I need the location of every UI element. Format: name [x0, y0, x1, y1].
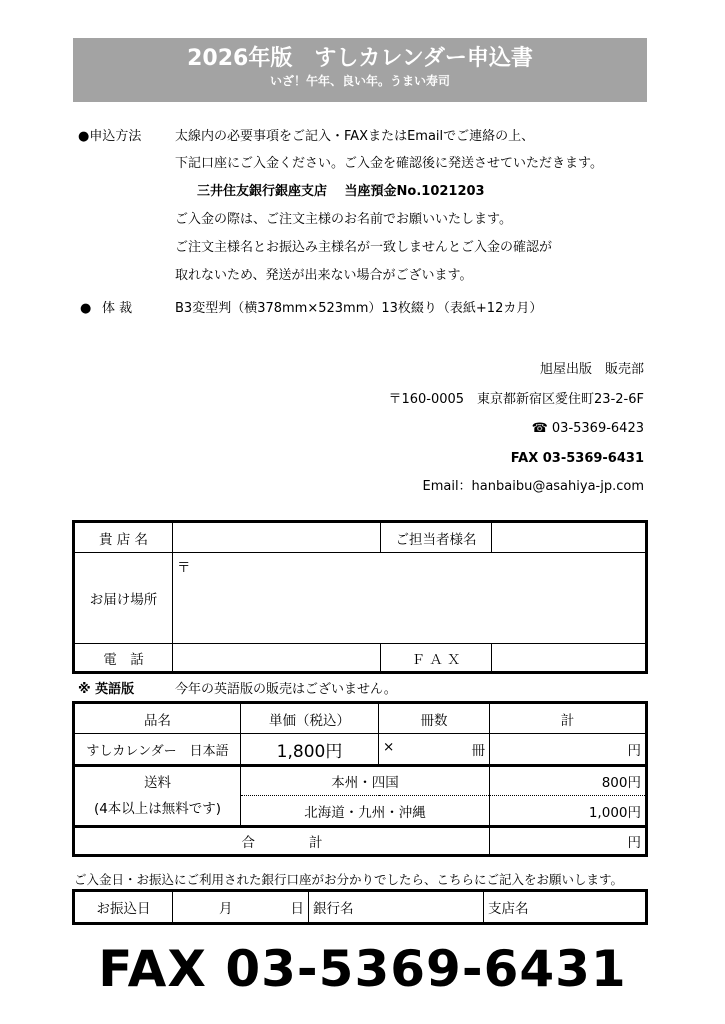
- publisher-email: Email：hanbaibu@asahiya-jp.com: [422, 479, 644, 494]
- header-price: 単価（税込）: [241, 703, 379, 734]
- bank-label: 銀行名: [313, 901, 354, 917]
- fax-field[interactable]: [492, 644, 647, 673]
- qty-prefix: ×: [383, 739, 395, 755]
- publisher-tel: [532, 421, 644, 437]
- english-note-text: 今年の英語版の販売はございません。: [175, 682, 397, 697]
- header-item: 品名: [74, 703, 241, 734]
- payment-table: [72, 889, 648, 925]
- header-qty: 冊数: [379, 703, 490, 734]
- publisher-tel-number: 03-5369-6423: [551, 421, 644, 436]
- page-title: 2026年版 すしカレンダー申込書: [187, 46, 533, 71]
- application-label: ●申込方法: [78, 129, 142, 144]
- customer-form: [72, 520, 648, 674]
- shipping-fee-1: 800円: [490, 766, 647, 796]
- bank-field[interactable]: [309, 891, 484, 924]
- delivery-field[interactable]: [173, 553, 647, 644]
- shipping-label: 送料: [144, 775, 171, 791]
- format-text: B3変型判（横378mm×523mm）13枚綴り（表紙+12カ月）: [175, 301, 543, 316]
- branch-field[interactable]: [484, 891, 647, 924]
- publisher-fax: FAX 03-5369-6431: [510, 451, 644, 466]
- contact-label: ご担当者様名: [381, 522, 492, 553]
- sum-label: 合 計: [74, 827, 490, 856]
- shop-name-label: 貴 店 名: [74, 522, 173, 553]
- phone-field[interactable]: [173, 644, 381, 673]
- qty-unit: 冊: [471, 743, 485, 759]
- day-label: 日: [290, 901, 304, 917]
- payment-note: ご入金日・お振込にご利用された銀行口座がお分かりでしたら、こちらにご記入をお願いします。: [74, 872, 624, 887]
- order-table: [72, 701, 648, 857]
- english-note-mark: ※ 英語版: [78, 682, 135, 697]
- format-label: 体 裁: [102, 301, 133, 316]
- big-fax-number: FAX 03-5369-6431: [98, 940, 627, 998]
- application-line-6: 取れないため、発送が出来ない場合がございます。: [175, 268, 473, 283]
- transfer-date-field[interactable]: [173, 891, 309, 924]
- item-price: 1,800円: [241, 734, 379, 766]
- bank-account: 三井住友銀行銀座支店 当座預金No.1021203: [197, 184, 485, 199]
- shipping-fee-2: 1,000円: [490, 796, 647, 827]
- item-total-field[interactable]: 円: [490, 734, 647, 766]
- qty-field[interactable]: [379, 734, 490, 766]
- title-banner: [73, 38, 647, 102]
- application-line-1: 太線内の必要事項をご記入・FAXまたはEmailでご連絡の上、: [175, 129, 535, 144]
- header-total: 計: [490, 703, 647, 734]
- shipping-label-cell: [74, 766, 241, 827]
- delivery-label: お届け場所: [74, 553, 173, 644]
- postal-mark: 〒: [177, 560, 191, 576]
- fax-label: Ｆ Ａ Ｘ: [381, 644, 492, 673]
- page-subtitle: いざ！午年、良い年。うまい寿司: [269, 74, 450, 88]
- publisher-address: 〒160-0005 東京都新宿区愛住町23-2-6F: [388, 392, 644, 407]
- shipping-region-1: 本州・四国: [241, 766, 490, 796]
- application-line-4: ご入金の際は、ご注文主様のお名前でお願いいたします。: [175, 212, 512, 227]
- application-line-5: ご注文主様名とお振込み主様名が一致しませんとご入金の確認が: [175, 240, 553, 255]
- shop-name-field[interactable]: [173, 522, 381, 553]
- contact-field[interactable]: [492, 522, 647, 553]
- phone-label: 電 話: [74, 644, 173, 673]
- shipping-note: (4本以上は無料です): [93, 801, 222, 817]
- month-label: 月: [219, 901, 233, 917]
- transfer-date-label: お振込日: [74, 891, 173, 924]
- publisher-name: 旭屋出版 販売部: [539, 362, 644, 377]
- telephone-icon: ☎: [531, 421, 552, 436]
- item-name: すしカレンダー 日本語: [74, 734, 241, 766]
- application-line-2: 下記口座にご入金ください。ご入金を確認後に発送させていただきます。: [175, 156, 603, 171]
- format-bullet: ●: [80, 301, 92, 316]
- sum-field[interactable]: 円: [490, 827, 647, 856]
- shipping-region-2: 北海道・九州・沖縄: [241, 796, 490, 827]
- branch-label: 支店名: [488, 901, 529, 917]
